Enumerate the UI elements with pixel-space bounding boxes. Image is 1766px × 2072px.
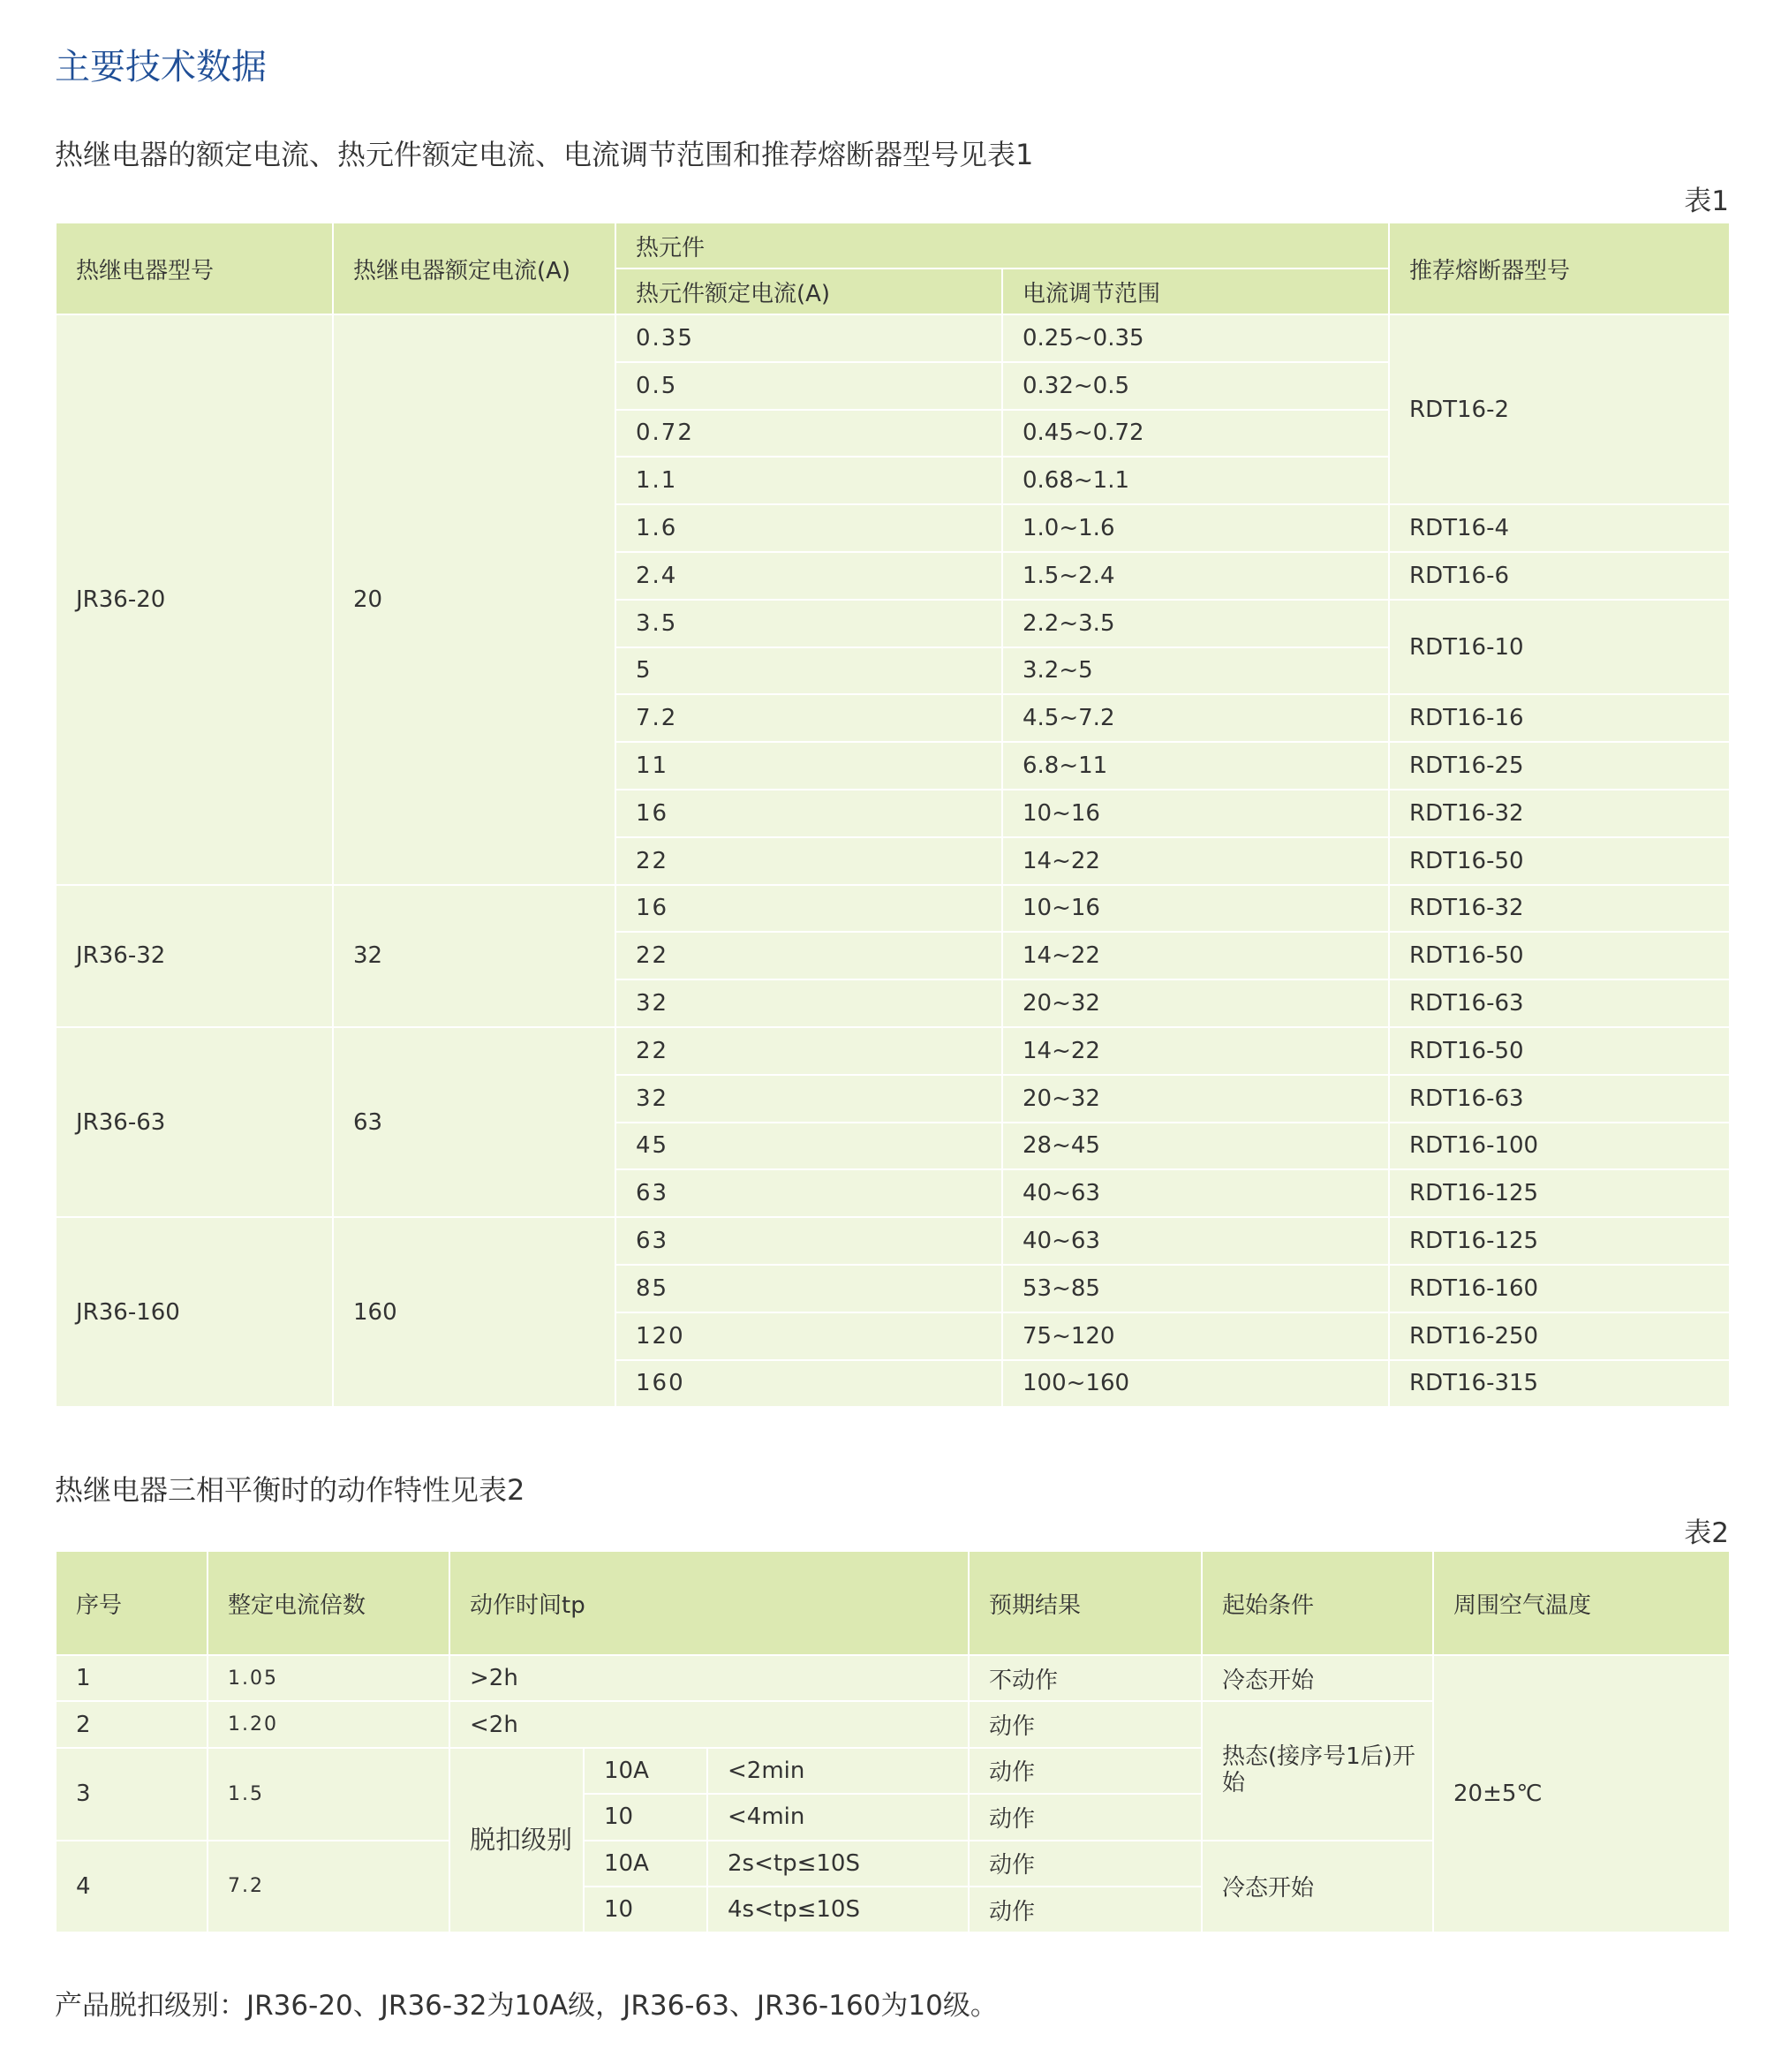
result-cell: 动作 <box>969 1748 1202 1794</box>
header-result: 预期结果 <box>969 1551 1202 1655</box>
fuse-cell: RDT16-63 <box>1389 1075 1730 1123</box>
action-characteristics-table <box>55 1550 1731 1933</box>
range-cell: 2.2~3.5 <box>1002 600 1389 647</box>
range-cell: 40~63 <box>1002 1169 1389 1217</box>
rated-cell: 63 <box>333 1027 615 1217</box>
multiple-cell: 1.20 <box>208 1701 449 1747</box>
table-row <box>56 314 1730 362</box>
element-cell: 0.35 <box>615 314 1002 362</box>
rated-cell: 20 <box>333 314 615 885</box>
fuse-cell: RDT16-63 <box>1389 979 1730 1027</box>
element-cell: 63 <box>615 1217 1002 1265</box>
fuse-cell: RDT16-50 <box>1389 837 1730 885</box>
element-cell: 16 <box>615 790 1002 837</box>
range-cell: 0.32~0.5 <box>1002 362 1389 410</box>
temperature-cell: 20±5℃ <box>1433 1655 1730 1932</box>
model-cell: JR36-160 <box>56 1217 333 1407</box>
range-cell: 14~22 <box>1002 1027 1389 1075</box>
element-cell: 11 <box>615 742 1002 790</box>
table-row <box>56 1217 1730 1265</box>
header-condition: 起始条件 <box>1202 1551 1433 1655</box>
element-cell: 32 <box>615 1075 1002 1123</box>
header-multiple: 整定电流倍数 <box>208 1551 449 1655</box>
element-cell: 1.1 <box>615 457 1002 504</box>
no-cell: 3 <box>56 1748 208 1841</box>
fuse-cell: RDT16-250 <box>1389 1312 1730 1360</box>
rated-cell: 32 <box>333 885 615 1027</box>
element-cell: 16 <box>615 885 1002 933</box>
table-row <box>56 1027 1730 1075</box>
header-rated-current: 热继电器额定电流(A) <box>333 223 615 314</box>
table-row <box>56 885 1730 933</box>
fuse-cell: RDT16-125 <box>1389 1217 1730 1265</box>
fuse-cell: RDT16-2 <box>1389 314 1730 504</box>
range-cell: 14~22 <box>1002 932 1389 979</box>
trip-class-cell: 10 <box>584 1794 707 1840</box>
result-cell: 不动作 <box>969 1655 1202 1701</box>
range-cell: 100~160 <box>1002 1360 1389 1408</box>
multiple-cell: 1.05 <box>208 1655 449 1701</box>
trip-time-cell: 4s<tp≤10S <box>707 1887 969 1932</box>
fuse-cell: RDT16-50 <box>1389 932 1730 979</box>
condition-cell: 热态(接序号1后)开始 <box>1202 1701 1433 1840</box>
model-cell: JR36-63 <box>56 1027 333 1217</box>
fuse-cell: RDT16-50 <box>1389 1027 1730 1075</box>
time-cell: >2h <box>449 1655 969 1701</box>
element-cell: 85 <box>615 1265 1002 1312</box>
model-cell: JR36-20 <box>56 314 333 885</box>
trip-class-cell: 10A <box>584 1841 707 1887</box>
fuse-cell: RDT16-10 <box>1389 600 1730 695</box>
element-cell: 22 <box>615 932 1002 979</box>
multiple-cell: 1.5 <box>208 1748 449 1841</box>
range-cell: 1.0~1.6 <box>1002 504 1389 552</box>
range-cell: 3.2~5 <box>1002 647 1389 695</box>
element-cell: 22 <box>615 837 1002 885</box>
element-cell: 63 <box>615 1169 1002 1217</box>
element-cell: 0.72 <box>615 410 1002 458</box>
relay-spec-table <box>55 222 1731 1408</box>
fuse-cell: RDT16-4 <box>1389 504 1730 552</box>
element-cell: 7.2 <box>615 694 1002 742</box>
fuse-cell: RDT16-125 <box>1389 1169 1730 1217</box>
table1-label: 表1 <box>1684 185 1729 217</box>
header-no: 序号 <box>56 1551 208 1655</box>
table2-label: 表2 <box>1684 1517 1729 1549</box>
no-cell: 4 <box>56 1841 208 1933</box>
header-range: 电流调节范围 <box>1002 268 1389 314</box>
element-cell: 120 <box>615 1312 1002 1360</box>
element-cell: 2.4 <box>615 552 1002 600</box>
result-cell: 动作 <box>969 1887 1202 1932</box>
range-cell: 10~16 <box>1002 885 1389 933</box>
condition-cell: 冷态开始 <box>1202 1655 1433 1701</box>
rated-cell: 160 <box>333 1217 615 1407</box>
range-cell: 20~32 <box>1002 979 1389 1027</box>
element-cell: 45 <box>615 1123 1002 1170</box>
condition-cell: 冷态开始 <box>1202 1841 1433 1933</box>
range-cell: 53~85 <box>1002 1265 1389 1312</box>
header-model: 热继电器型号 <box>56 223 333 314</box>
fuse-cell: RDT16-16 <box>1389 694 1730 742</box>
fuse-cell: RDT16-6 <box>1389 552 1730 600</box>
result-cell: 动作 <box>969 1841 1202 1887</box>
page-title: 主要技术数据 <box>55 47 267 87</box>
fuse-cell: RDT16-32 <box>1389 790 1730 837</box>
trip-class-label: 脱扣级别 <box>449 1748 584 1933</box>
element-cell: 160 <box>615 1360 1002 1408</box>
trip-class-cell: 10A <box>584 1748 707 1794</box>
header-fuse: 推荐熔断器型号 <box>1389 223 1730 314</box>
element-cell: 5 <box>615 647 1002 695</box>
element-cell: 3.5 <box>615 600 1002 647</box>
header-time: 动作时间tp <box>449 1551 969 1655</box>
no-cell: 2 <box>56 1701 208 1747</box>
range-cell: 0.45~0.72 <box>1002 410 1389 458</box>
range-cell: 28~45 <box>1002 1123 1389 1170</box>
result-cell: 动作 <box>969 1701 1202 1747</box>
fuse-cell: RDT16-25 <box>1389 742 1730 790</box>
element-cell: 32 <box>615 979 1002 1027</box>
trip-time-cell: <2min <box>707 1748 969 1794</box>
time-cell: <2h <box>449 1701 969 1747</box>
fuse-cell: RDT16-315 <box>1389 1360 1730 1408</box>
multiple-cell: 7.2 <box>208 1841 449 1933</box>
element-cell: 1.6 <box>615 504 1002 552</box>
header-temp: 周围空气温度 <box>1433 1551 1730 1655</box>
trip-time-cell: <4min <box>707 1794 969 1840</box>
range-cell: 20~32 <box>1002 1075 1389 1123</box>
fuse-cell: RDT16-32 <box>1389 885 1730 933</box>
trip-class-cell: 10 <box>584 1887 707 1932</box>
fuse-cell: RDT16-160 <box>1389 1265 1730 1312</box>
range-cell: 75~120 <box>1002 1312 1389 1360</box>
footnote: 产品脱扣级别：JR36-20、JR36-32为10A级，JR36-63、JR36-160为10级。 <box>55 1990 998 2022</box>
table2-caption: 热继电器三相平衡时的动作特性见表2 <box>55 1473 525 1507</box>
range-cell: 6.8~11 <box>1002 742 1389 790</box>
trip-time-cell: 2s<tp≤10S <box>707 1841 969 1887</box>
range-cell: 14~22 <box>1002 837 1389 885</box>
table-row <box>56 1655 1730 1701</box>
range-cell: 1.5~2.4 <box>1002 552 1389 600</box>
element-cell: 22 <box>615 1027 1002 1075</box>
model-cell: JR36-32 <box>56 885 333 1027</box>
range-cell: 0.68~1.1 <box>1002 457 1389 504</box>
fuse-cell: RDT16-100 <box>1389 1123 1730 1170</box>
result-cell: 动作 <box>969 1794 1202 1840</box>
header-element-rated: 热元件额定电流(A) <box>615 268 1002 314</box>
range-cell: 10~16 <box>1002 790 1389 837</box>
no-cell: 1 <box>56 1655 208 1701</box>
table1-caption: 热继电器的额定电流、热元件额定电流、电流调节范围和推荐熔断器型号见表1 <box>55 138 1034 171</box>
header-element: 热元件 <box>615 223 1389 268</box>
range-cell: 0.25~0.35 <box>1002 314 1389 362</box>
range-cell: 40~63 <box>1002 1217 1389 1265</box>
element-cell: 0.5 <box>615 362 1002 410</box>
range-cell: 4.5~7.2 <box>1002 694 1389 742</box>
